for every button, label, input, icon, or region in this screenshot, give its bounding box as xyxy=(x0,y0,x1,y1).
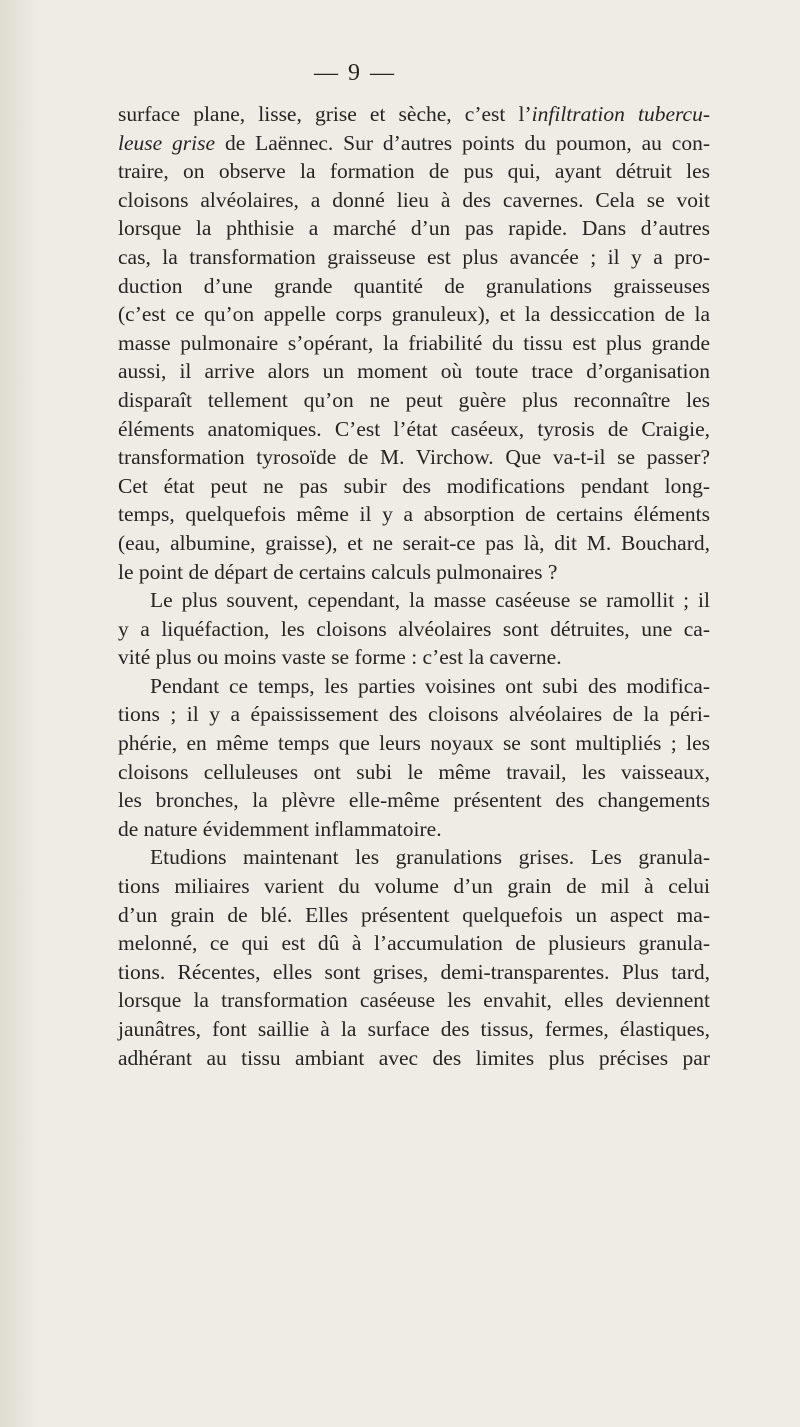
text-run: jaunâtres, font saillie à la surface des tissus, fermes, élastiques, xyxy=(118,1017,710,1041)
text-run: melonné, ce qui est dû à l’accumulation de plusieurs granula- xyxy=(118,931,710,956)
text-line xyxy=(118,157,710,186)
text-line xyxy=(118,872,710,901)
text-line xyxy=(118,843,710,872)
text-line xyxy=(118,815,710,844)
text-line xyxy=(118,272,710,301)
text-run: Le plus souvent, cependant, la masse caséeuse se ramollit ; il xyxy=(150,588,710,613)
text-line xyxy=(118,672,710,701)
text-line xyxy=(118,1015,710,1044)
text-run: tions miliaires varient du volume d’un grain de mil à celui xyxy=(118,874,710,899)
text-run: d’un grain de blé. Elles présentent quelquefois un aspect ma- xyxy=(118,902,710,927)
text-line xyxy=(118,1044,710,1073)
text-line xyxy=(118,558,710,587)
text-line xyxy=(118,415,710,444)
text-run: y a liquéfaction, les cloisons alvéolaires sont détruites, une ca- xyxy=(118,616,710,641)
text-line xyxy=(118,129,710,158)
text-run: transformation tyrosoïde de M. Virchow. Que va-t-il se passer? xyxy=(118,445,710,470)
text-line xyxy=(118,901,710,930)
text-run: le point de départ de certains calculs pulmonaires ? xyxy=(118,559,558,584)
text-run: éléments anatomiques. C’est l’état caséeux, tyrosis de Craigie, xyxy=(118,416,710,441)
text-line xyxy=(118,529,710,558)
text-line xyxy=(118,700,710,729)
text-run: phérie, en même temps que leurs noyaux se sont multipliés ; les xyxy=(118,731,710,756)
text-run: aussi, il arrive alors un moment où toute trace d’organisation xyxy=(118,359,710,384)
text-run: duction d’une grande quantité de granulations graisseuses xyxy=(118,273,710,298)
text-line xyxy=(118,500,710,529)
text-run: cloisons alvéolaires, a donné lieu à des cavernes. Cela se voit xyxy=(118,187,710,212)
text-run: surface plane, lisse, grise et sèche, c’est l’ xyxy=(118,102,532,126)
text-line xyxy=(118,986,710,1015)
italic-text: infiltration tubercu- xyxy=(531,102,711,126)
text-run: lorsque la transformation caséeuse les envahit, elles deviennent xyxy=(118,988,710,1013)
text-run: cas, la transformation graisseuse est plus avancée ; il y a pro- xyxy=(118,244,710,269)
text-line xyxy=(118,100,710,129)
text-line xyxy=(118,643,710,672)
text-run: tions ; il y a épaississement des cloisons alvéolaires de la péri- xyxy=(118,702,710,727)
text-run: temps, quelquefois même il y a absorption de certains éléments xyxy=(118,502,710,527)
text-run: de nature évidemment inflammatoire. xyxy=(118,816,442,841)
text-line xyxy=(118,357,710,386)
text-run: de Laënnec. Sur d’autres points du poumon, au con- xyxy=(215,130,710,155)
body-text xyxy=(118,100,710,1072)
text-run: adhérant au tissu ambiant avec des limites plus précises par xyxy=(118,1045,710,1070)
text-line xyxy=(118,386,710,415)
text-run: traire, on observe la formation de pus qui, ayant détruit les xyxy=(118,159,710,184)
text-run: Cet état peut ne pas subir des modifications pendant long- xyxy=(118,473,710,498)
text-run: vité plus ou moins vaste se forme : c’est la caverne. xyxy=(118,645,562,670)
text-run: Pendant ce temps, les parties voisines ont subi des modifica- xyxy=(150,673,710,698)
text-line xyxy=(118,958,710,987)
italic-text: leuse grise xyxy=(118,130,216,155)
text-line xyxy=(118,786,710,815)
text-line xyxy=(118,586,710,615)
text-line xyxy=(118,300,710,329)
text-line xyxy=(118,729,710,758)
text-run: disparaît tellement qu’on ne peut guère plus reconnaître les xyxy=(118,387,710,412)
text-run: tions. Récentes, elles sont grises, demi-transparentes. Plus tard, xyxy=(118,959,710,984)
text-run: les bronches, la plèvre elle-même présentent des changements xyxy=(118,788,710,813)
text-line xyxy=(118,214,710,243)
text-run: (c’est ce qu’on appelle corps granuleux), et la dessiccation de la xyxy=(118,302,710,327)
text-line xyxy=(118,472,710,501)
text-run: (eau, albumine, graisse), et ne serait-ce pas là, dit M. Bouchard, xyxy=(118,530,710,555)
text-run: lorsque la phthisie a marché d’un pas rapide. Dans d’autres xyxy=(118,216,710,241)
text-line xyxy=(118,443,710,472)
text-run: Etudions maintenant les granulations grises. Les granula- xyxy=(150,845,710,870)
text-line xyxy=(118,929,710,958)
text-line xyxy=(118,243,710,272)
text-line xyxy=(118,186,710,215)
text-run: cloisons celluleuses ont subi le même travail, les vaisseaux, xyxy=(118,759,710,784)
text-line xyxy=(118,615,710,644)
page-number: — 9 — xyxy=(314,60,396,86)
text-line xyxy=(118,329,710,358)
text-run: masse pulmonaire s’opérant, la friabilité du tissu est plus grande xyxy=(118,330,710,355)
text-line xyxy=(118,758,710,787)
